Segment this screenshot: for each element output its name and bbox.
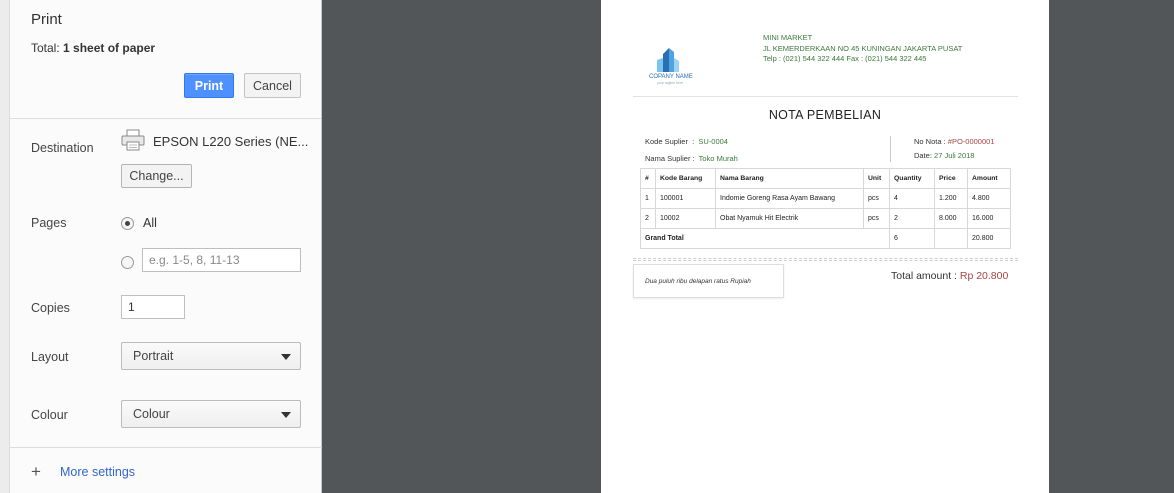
date-value: 27 Juli 2018	[934, 151, 975, 160]
pages-all-label[interactable]: All	[143, 216, 157, 230]
total-divider	[633, 258, 1018, 261]
col-price: Price	[935, 169, 968, 189]
cancel-button[interactable]: Cancel	[244, 73, 301, 98]
cell-amount: 16.000	[968, 209, 1011, 229]
cell-number: 1	[641, 189, 656, 209]
company-tagline: your tagline here	[657, 81, 684, 85]
sidebar-divider	[10, 447, 322, 448]
items-table	[640, 168, 1011, 249]
total-amount	[891, 270, 1008, 282]
layout-label: Layout	[31, 350, 69, 364]
amount-in-words: Dua puluh ribu delapan ratus Rupiah	[633, 264, 784, 298]
col-nama-barang: Nama Barang	[716, 169, 864, 189]
nota-number: No Nota : #PO-0000001	[914, 137, 995, 146]
destination-label: Destination	[31, 141, 94, 155]
total-amount-value: Rp 20.800	[959, 270, 1009, 282]
cell-amount: 4.800	[968, 189, 1011, 209]
print-preview-page	[601, 0, 1049, 493]
store-address: JL KEMERDERKAAN NO 45 KUNINGAN JAKARTA PUSAT	[763, 43, 963, 53]
nota-value: #PO-0000001	[947, 137, 995, 146]
grand-total-label: Grand Total	[641, 229, 890, 249]
total-label: Total:	[31, 41, 60, 55]
print-title: Print	[31, 11, 62, 28]
total-value: 1 sheet of paper	[63, 41, 156, 55]
total-amount-label: Total amount :	[891, 270, 957, 282]
supplier-code: Kode Suplier : SU-0004	[645, 137, 728, 146]
window-edge	[0, 0, 10, 493]
pages-custom-radio[interactable]	[121, 256, 134, 269]
invoice-title: NOTA PEMBELIAN	[768, 108, 882, 122]
cell-kode: 100001	[656, 189, 716, 209]
store-info	[763, 33, 962, 65]
cell-quantity: 4	[890, 189, 935, 209]
cell-unit: pcs	[864, 189, 890, 209]
table-row	[641, 189, 1011, 209]
pages-label: Pages	[31, 216, 67, 230]
cell-number: 2	[641, 209, 656, 229]
info-divider	[890, 136, 891, 162]
grand-total-quantity: 6	[890, 229, 935, 249]
colour-label: Colour	[31, 408, 68, 422]
supplier-code-value: SU-0004	[698, 137, 728, 146]
cell-unit: pcs	[864, 209, 890, 229]
grand-total-empty	[935, 229, 968, 249]
col-number: #	[641, 169, 656, 189]
table-header-row	[641, 169, 1011, 189]
cell-kode: 10002	[656, 209, 716, 229]
pages-all-radio[interactable]	[121, 217, 134, 230]
more-settings-link[interactable]: More settings	[60, 465, 136, 479]
grand-total-row	[641, 229, 1011, 249]
supplier-name: Nama Suplier : Toko Murah	[645, 154, 738, 163]
company-name: COPANY NAME	[649, 74, 693, 80]
layout-select[interactable]	[121, 342, 301, 370]
print-button[interactable]: Print	[184, 73, 234, 98]
supplier-code-label: Kode Suplier	[645, 137, 688, 146]
printer-icon	[121, 129, 145, 151]
col-amount: Amount	[968, 169, 1011, 189]
store-name: MINI MARKET	[763, 33, 813, 42]
colour-value: Colour	[133, 407, 170, 421]
date-label: Date:	[914, 151, 932, 160]
supplier-name-value: Toko Murah	[698, 154, 738, 163]
chevron-down-icon	[281, 354, 291, 360]
printer-name: EPSON L220 Series (NE...	[153, 134, 309, 149]
copies-label: Copies	[31, 301, 70, 315]
invoice-date	[914, 151, 974, 160]
print-settings-sidebar	[10, 0, 322, 493]
cell-price: 8.000	[935, 209, 968, 229]
col-unit: Unit	[864, 169, 890, 189]
cell-price: 1.200	[935, 189, 968, 209]
table-row	[641, 209, 1011, 229]
col-kode-barang: Kode Barang	[656, 169, 716, 189]
print-header	[10, 0, 321, 119]
cell-nama: Indomie Goreng Rasa Ayam Bawang	[716, 189, 864, 209]
change-destination-button[interactable]: Change...	[121, 164, 192, 188]
layout-value: Portrait	[133, 349, 174, 363]
store-contact: Telp : (021) 544 322 444 Fax : (021) 544 322 445	[763, 54, 927, 63]
nota-label: No Nota	[914, 137, 942, 146]
total-sheets	[31, 41, 155, 55]
cell-nama: Obat Nyamuk Hit Electrik	[716, 209, 864, 229]
colour-select[interactable]	[121, 400, 301, 428]
supplier-name-label: Nama Suplier	[645, 154, 691, 163]
grand-total-amount: 20.800	[968, 229, 1011, 249]
header-divider	[633, 96, 1018, 97]
plus-icon[interactable]: +	[31, 462, 41, 481]
pages-range-input[interactable]: e.g. 1-5, 8, 11-13	[142, 248, 301, 272]
cell-quantity: 2	[890, 209, 935, 229]
chevron-down-icon	[281, 412, 291, 418]
col-quantity: Quantity	[890, 169, 935, 189]
copies-input[interactable]: 1	[121, 295, 185, 319]
